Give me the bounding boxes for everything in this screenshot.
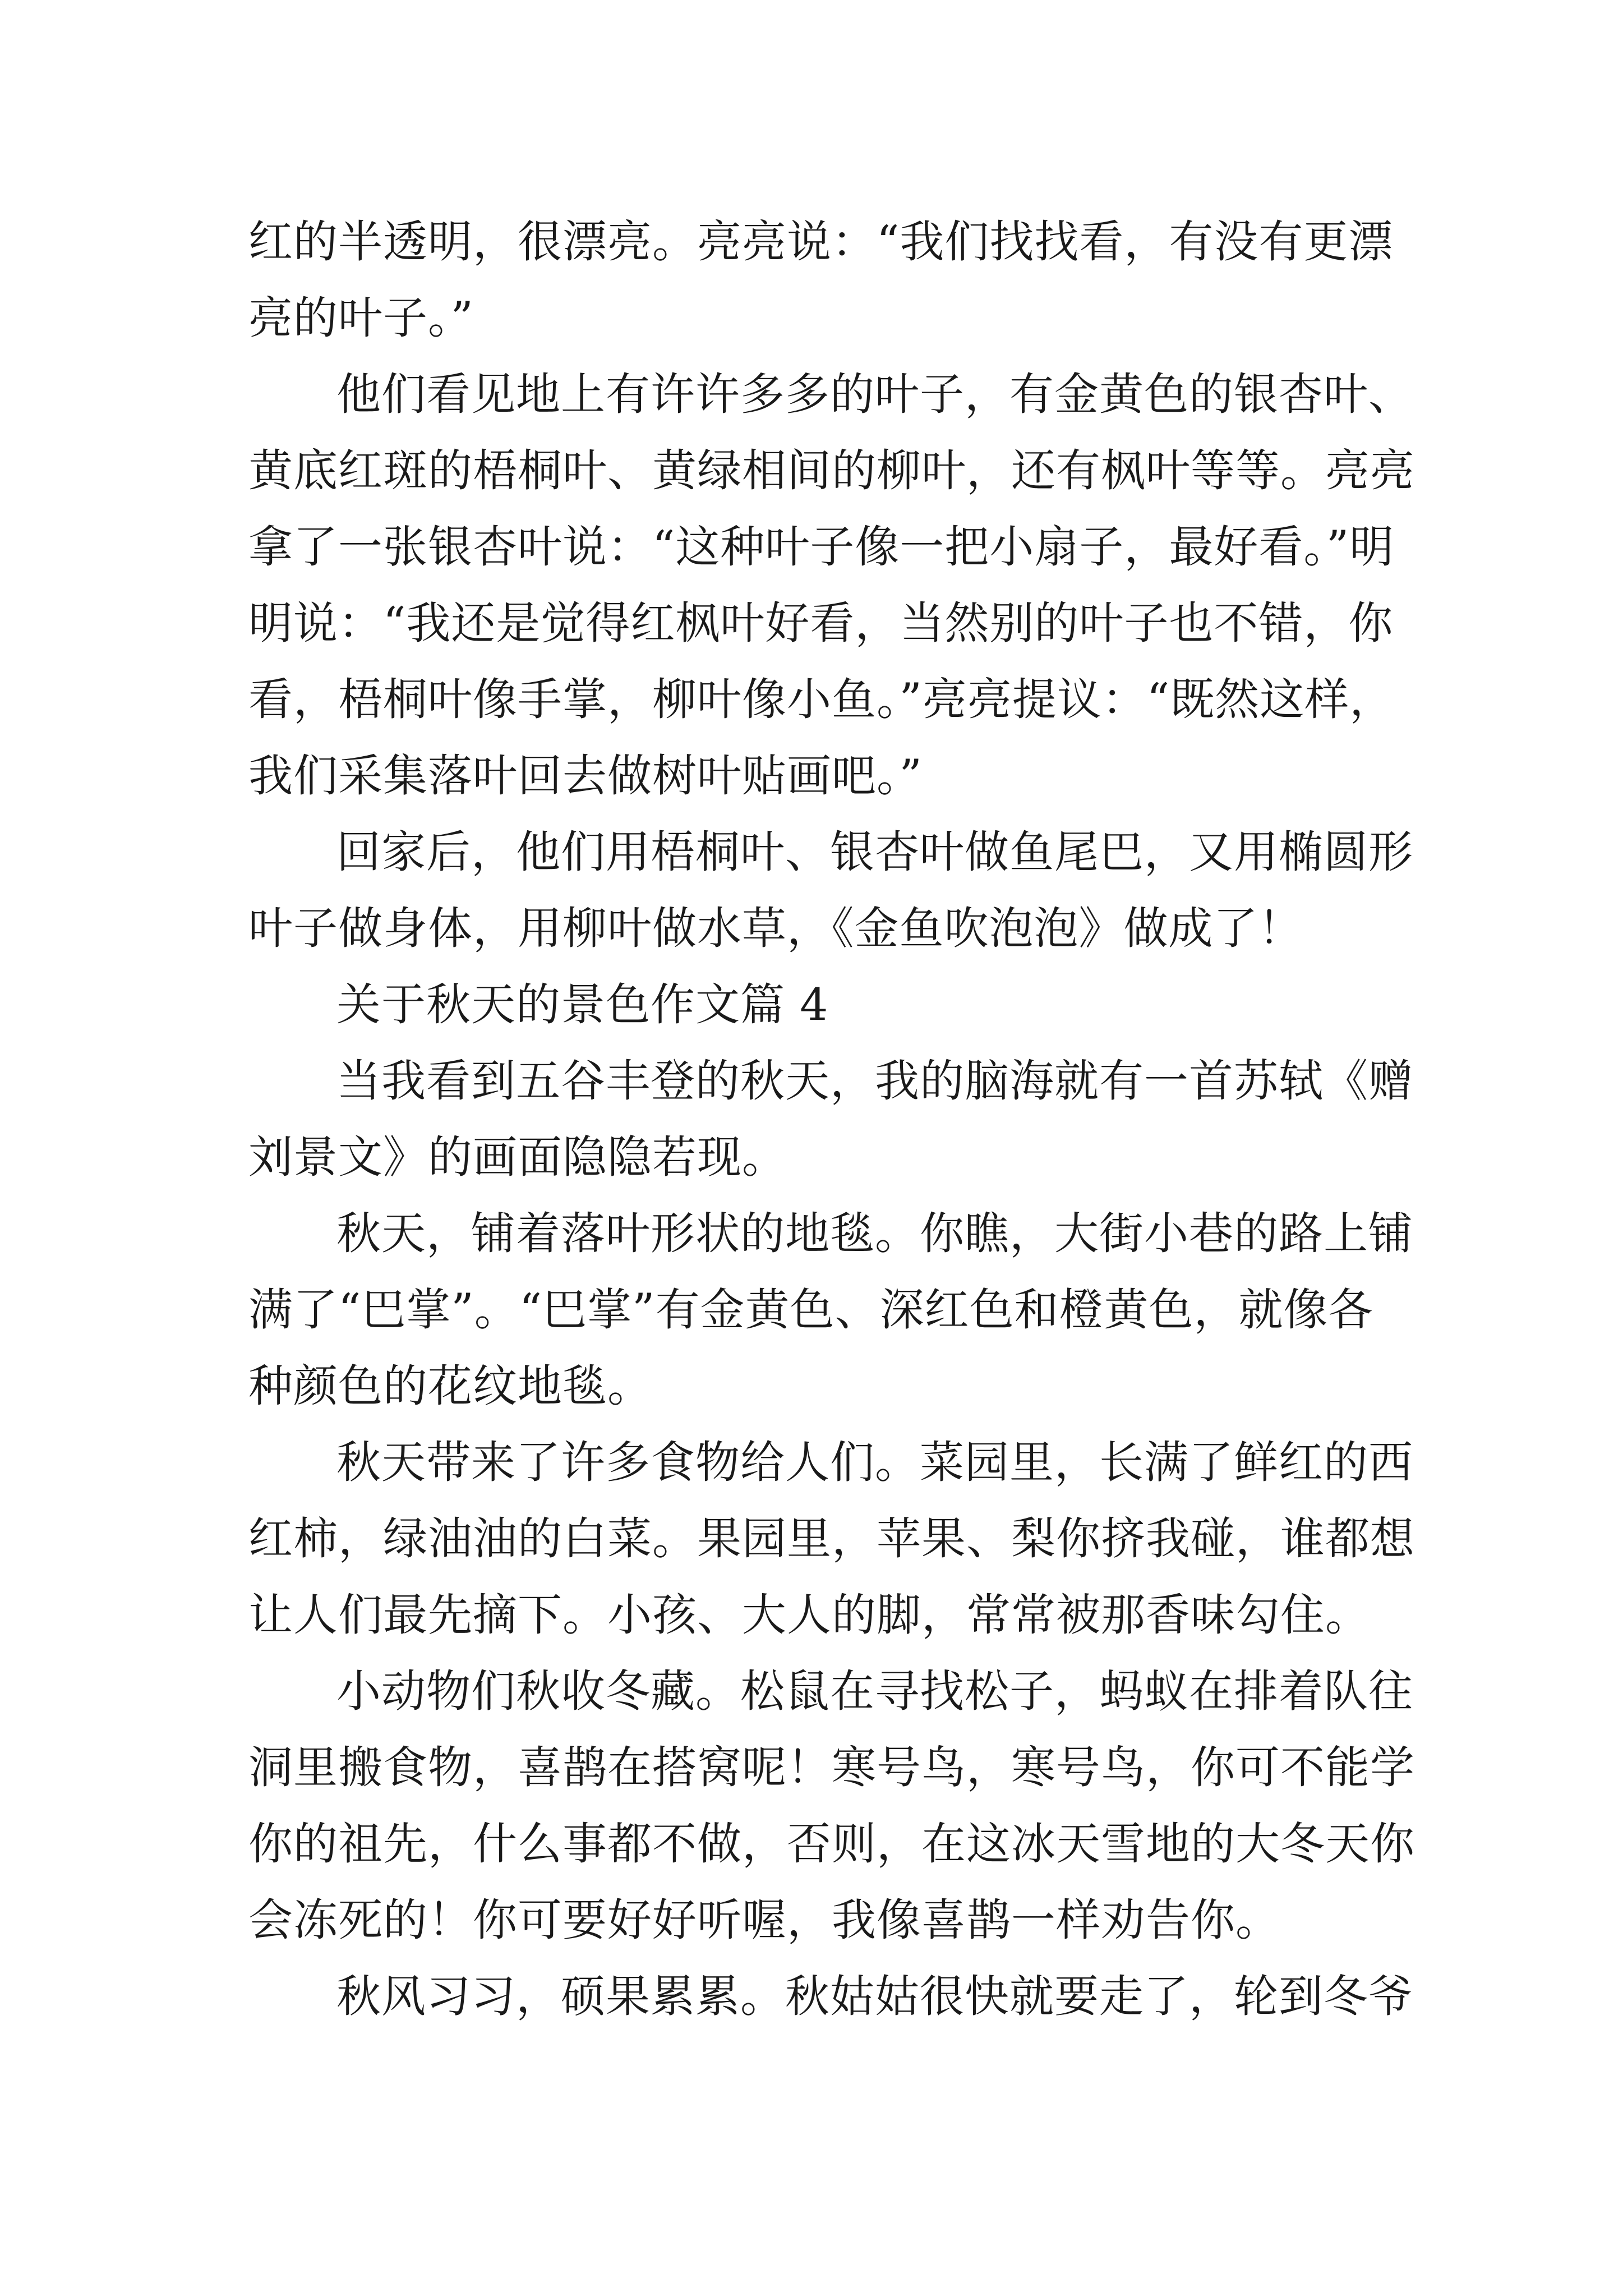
text-line-17: 秋天带来了许多食物给人们。菜园里，长满了鲜红的西 [336,1437,1413,1488]
text-line-16: 种颜色的花纹地毯。 [248,1360,652,1412]
text-line-2: 亮的叶子。” [248,292,474,344]
text-line-5: 拿了一张银杏叶说：“这种叶子像一把小扇子，最好看。”明 [248,521,1395,573]
text-line-22: 你的祖先，什么事都不做，否则，在这冰天雪地的大冬天你 [248,1818,1415,1870]
text-line-7: 看，梧桐叶像手掌，柳叶像小鱼。”亮亮提议：“既然这样， [248,674,1395,725]
text-line-23: 会冻死的！你可要好好听喔，我像喜鹊一样劝告你。 [248,1894,1280,1946]
text-line-8: 我们采集落叶回去做树叶贴画吧。” [248,750,923,802]
text-line-9: 回家后，他们用梧桐叶、银杏叶做鱼尾巴，又用椭圆形 [336,826,1413,878]
text-line-1: 红的半透明，很漂亮。亮亮说：“我们找找看，有没有更漂 [248,216,1394,268]
text-line-15: 满了“巴掌”。“巴掌”有金黄色、深红色和橙黄色，就像各 [248,1284,1373,1336]
text-line-13: 刘景文》的画面隐隐若现。 [248,1131,787,1183]
text-line-19: 让人们最先摘下。小孩、大人的脚，常常被那香味勾住。 [248,1589,1370,1641]
text-line-18: 红柿，绿油油的白菜。果园里，苹果、梨你挤我碰，谁都想 [248,1513,1415,1565]
text-line-3: 他们看见地上有许许多多的叶子，有金黄色的银杏叶、 [336,369,1413,420]
text-line-4: 黄底红斑的梧桐叶、黄绿相间的柳叶，还有枫叶等等。亮亮 [248,445,1415,496]
text-line-10: 叶子做身体，用柳叶做水草，《金鱼吹泡泡》做成了！ [248,903,1303,954]
text-line-14: 秋天，铺着落叶形状的地毯。你瞧，大街小巷的路上铺 [336,1208,1413,1259]
text-line-12: 当我看到五谷丰登的秋天，我的脑海就有一首苏轼《赠 [336,1055,1413,1107]
text-line-24: 秋风习习，硕果累累。秋姑姑很快就要走了，轮到冬爷 [336,1971,1413,2022]
text-line-20: 小动物们秋收冬藏。松鼠在寻找松子，蚂蚁在排着队往 [336,1665,1413,1717]
section-heading: 关于秋天的景色作文篇 4 [336,979,829,1030]
text-line-21: 洞里搬食物，喜鹊在搭窝呢！寒号鸟，寒号鸟，你可不能学 [248,1742,1415,1793]
text-line-6: 明说：“我还是觉得红枫叶好看，当然别的叶子也不错，你 [248,597,1394,649]
